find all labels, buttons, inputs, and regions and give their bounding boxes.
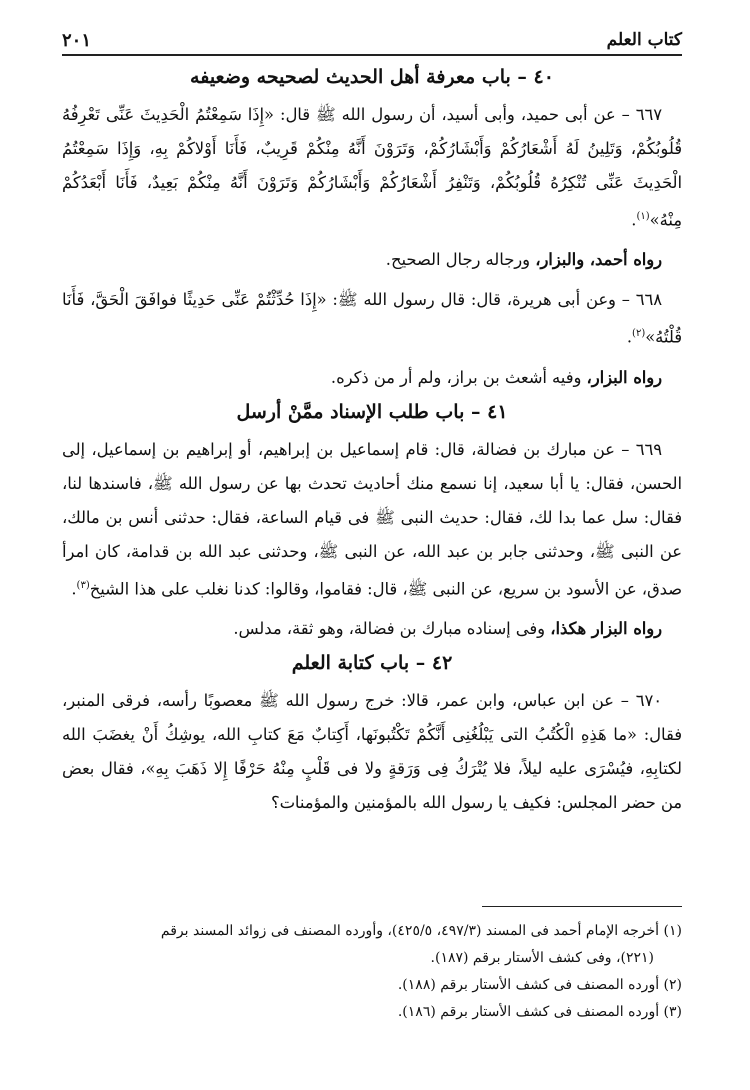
running-title: كتاب العلم — [606, 30, 682, 50]
hadith-669-text: ٦٦٩ – عن مبارك بن فضالة، قال: قام إسماعيل بن إبراهيم، أو إبراهيم بن إسماعيل، إلى الحسن، فقال: يا أبا سعيد، إنا نسمع منك أحاديث تحدث بها عن رسول الله ﷺ، فاسندها لنا، فقال: سل عما بدا لك، فقال: حديث النبى ﷺ فى قيام الساعة، فقال: حدثنى أنس بن مالك، عن النبى ﷺ، وحدثنى جابر بن عبد الله، عن النبى ﷺ، وحدثنى عبد الله بن قدامة، كان امرأ صدق، عن الأسود بن سريع، عن النبى ﷺ، قال: فقاموا، وقالوا: كدنا نغلب على هذا الشيخ — [62, 439, 682, 599]
hadith-667-end: . — [631, 210, 637, 230]
footnote-2: (٢) أورده المصنف فى كشف الأستار برقم (١٨٨). — [397, 977, 682, 993]
hadith-670-text: ٦٧٠ – عن ابن عباس، وابن عمر، قالا: خرج رسول الله ﷺ معصوبًا رأسه، فرقى المنبر، فقال: «ما هَذِهِ الْكُتُبُ التى يَبْلُغُنِى أَنَّكُمْ تَكْتُبونَها، أَكِتابٌ مَعَ كتابِ الله، يوشِكُ أَنْ يغضَبَ الله لكتابِهِ، فيُسْرَى عليه ليلاً، فلا يُتْرَكُ فِى وَرَقةٍ ولا فى قَلْبٍ مِنْهُ حَرْفًا إِلا ذَهَبَ بِهِ»، فقال بعض من حضر المجلس: فكيف يا رسول الله بالمؤمنين والمؤمنات؟ — [62, 691, 682, 813]
page-header — [62, 30, 682, 56]
page-body — [62, 62, 682, 826]
hadith-670 — [62, 684, 682, 820]
hadith-667 — [62, 98, 682, 237]
footnote-separator — [482, 906, 682, 907]
footnote-ref-1: (١) — [636, 211, 650, 222]
footnote-3: (٣) أورده المصنف فى كشف الأستار برقم (١٨٦). — [397, 1004, 682, 1020]
source-667 — [62, 243, 682, 277]
chapter-heading-41: ٤١ – باب طلب الإسناد ممَّنْ أرسل — [236, 400, 508, 423]
source-669-rest: وفى إسناده مبارك بن فضالة، وهو ثقة، مدلس. — [233, 619, 551, 639]
footnotes — [62, 918, 682, 1026]
hadith-668-end: . — [626, 327, 633, 347]
hadith-668 — [62, 283, 682, 354]
chapter-heading-42: ٤٢ – باب كتابة العلم — [291, 652, 453, 675]
footnote-ref-3: (٣) — [76, 579, 90, 591]
footnote-ref-2: (٢) — [632, 328, 646, 340]
hadith-668-text: ٦٦٨ – وعن أبى هريرة، قال: قال رسول الله ﷺ: «إِذَا حُدِّثْتُمْ عَنِّى حَدِيثًا فوافَقَ الْحَقَّ، فَأَنَا قُلْتُهُ» — [62, 290, 682, 347]
source-667-bold: رواه أحمد، والبزار، — [535, 250, 662, 270]
source-667-rest: ورجاله رجال الصحيح. — [385, 250, 536, 270]
source-668-bold: رواه البزار، — [586, 367, 662, 387]
hadith-667-text: ٦٦٧ – عن أبى حميد، وأبى أسيد، أن رسول الله ﷺ قال: «إِذَا سَمِعْتُمُ الْحَدِيثَ عَنِّى تَعْرِفُهُ قُلُوبُكُمْ، وَتَلِينُ لَهُ أَشْعَارُكُمْ وَأَبْشَارُكُمْ، وَتَرَوْنَ أَنَّهُ مِنْكُمْ قَرِيبٌ، فَأَنَا أَوْلاكُمْ بِهِ، وَإِذَا سَمِعْتُمُ الْحَدِيثَ عَنِّى تُنْكِرُهُ قُلُوبُكُمْ، وَتَنْفِرُ أَشْعَارُكُمْ وَأَبْشَارُكُمْ وَتَرَوْنَ أَنَّهُ مِنْكُمْ بَعِيدٌ، فَأَنَا أَبْعَدُكُمْ مِنْهُ» — [62, 105, 682, 230]
page-number: ٢٠١ — [62, 30, 92, 51]
hadith-669 — [62, 433, 682, 606]
chapter-heading-40: ٤٠ – باب معرفة أهل الحديث لصحيحه وضعيفه — [190, 66, 554, 88]
hadith-669-end: . — [71, 579, 77, 599]
footnote-1-line-1: (١) أخرجه الإمام أحمد فى المسند (٤٩٧/٣، ٤٢٥/٥)، وأورده المصنف فى زوائد المسند برقم — [160, 923, 682, 939]
footnote-1-line-2: (٢٢١)، وفى كشف الأستار برقم (١٨٧). — [430, 950, 654, 966]
source-669-bold: رواه البزار هكذا، — [550, 619, 662, 639]
source-668 — [62, 361, 682, 395]
source-668-rest: وفيه أشعث بن براز، ولم أر من ذكره. — [330, 367, 587, 387]
source-669 — [62, 612, 682, 646]
